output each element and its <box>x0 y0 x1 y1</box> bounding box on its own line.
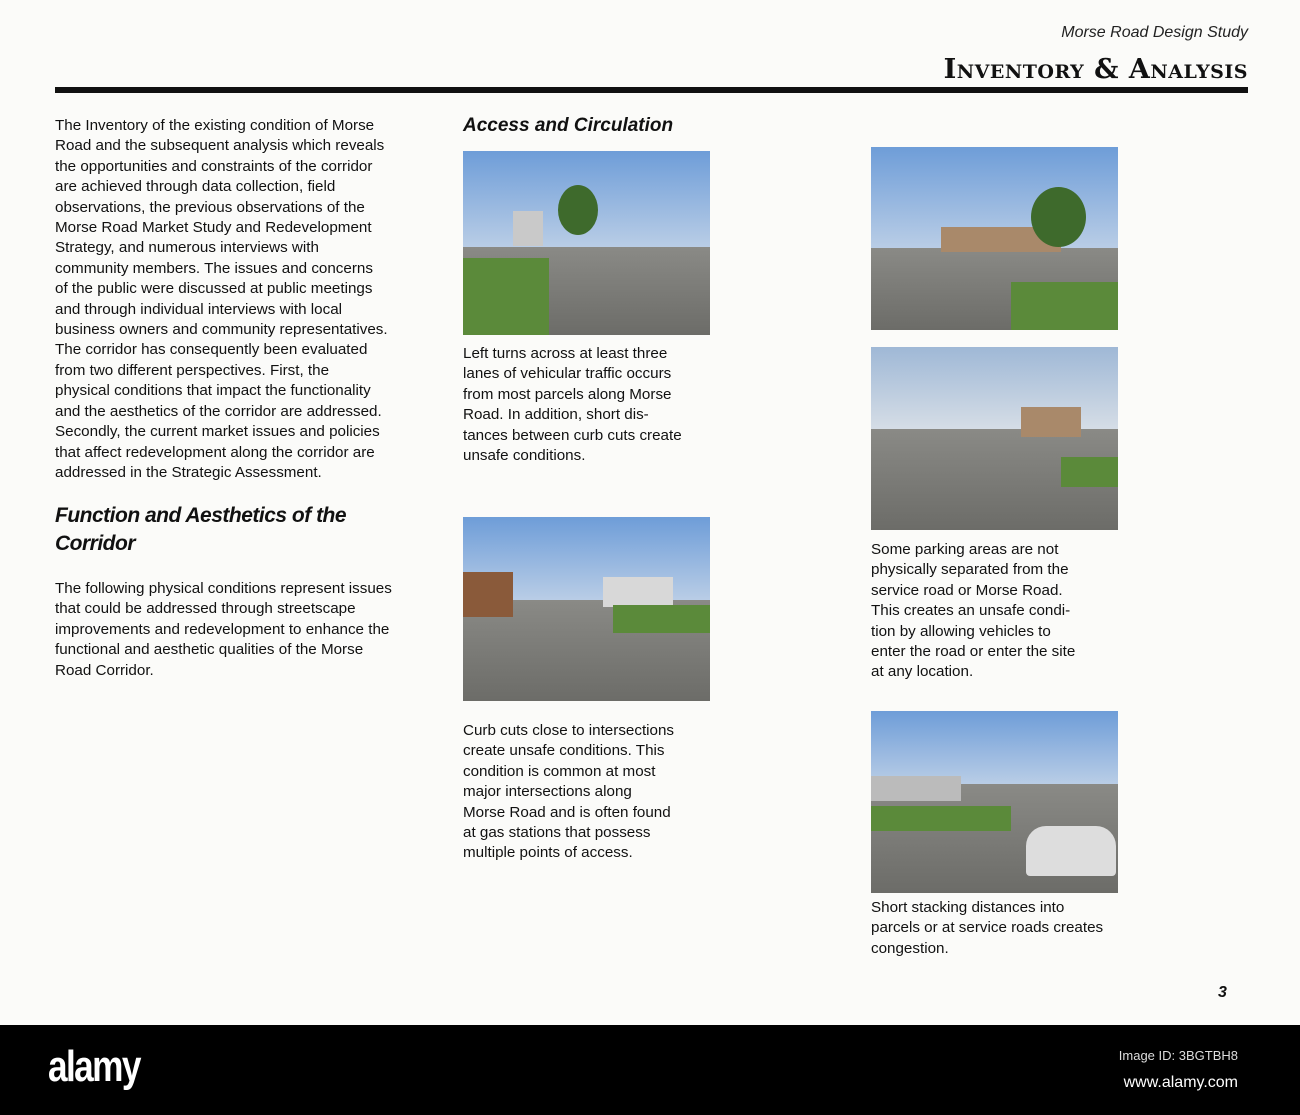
photo-left-turns <box>463 151 710 335</box>
intro-paragraph: The Inventory of the existing condition of Morse Road and the subsequent analysis which reveals the opportunities and constraints of the corridor are achieved through data collection, field observations, the previous observations of the Morse Road Market Study and Redevelopment Strategy, and numerous interviews with community members. The issues and concerns of the public were discussed at public meetings and through individual interviews with local business owners and community representatives. The corridor has consequently been evaluated from two different perspectives. First, the physical conditions that impact the functionality and the aesthetics of the corridor are addressed. Secondly, the current market issues and policies that affect redevelopment along the corridor are addressed in the Strategic Assessment. <box>55 117 388 481</box>
header-rule <box>55 87 1248 93</box>
alamy-logo: alamy <box>48 1042 140 1091</box>
photo-parking-lot <box>871 147 1118 330</box>
footer-url: www.alamy.com <box>1123 1074 1238 1091</box>
caption-left-turns: Left turns across at least three lanes of vehicular traffic occurs from most parcels along Morse Road. In addition, short dis- tances between curb cuts create unsafe conditions. <box>463 345 682 465</box>
photo-service-road <box>871 347 1118 530</box>
photo-curb-cuts <box>463 517 710 701</box>
image-id: Image ID: 3BGTBH8 <box>1118 1048 1238 1063</box>
watermark-footer <box>0 1025 1300 1115</box>
access-heading: Access and Circulation <box>463 115 674 136</box>
caption-stacking: Short stacking distances into parcels or at service roads creates congestion. <box>871 899 1104 957</box>
section-body: The following physical conditions represent issues that could be addressed through streetscape improvements and redevelopment to enhance the functional and aesthetic qualities of the Morse Road Corridor. <box>55 580 392 679</box>
running-title: Morse Road Design Study <box>1061 24 1248 41</box>
section-title: Inventory & Analysis <box>943 54 1248 85</box>
caption-parking: Some parking areas are not physically separated from the service road or Morse Road. This creates an unsafe condi- tion by allowing vehicles to enter the road or enter the site at any location. <box>871 541 1076 681</box>
caption-curb-cuts: Curb cuts close to intersections create unsafe conditions. This condition is common at most major intersections along Morse Road and is often found at gas stations that possess multiple points of access. <box>463 722 675 862</box>
photo-stacking <box>871 711 1118 893</box>
section-heading: Function and Aesthetics of the Corridor <box>55 504 347 555</box>
page-number: 3 <box>1218 984 1227 1001</box>
